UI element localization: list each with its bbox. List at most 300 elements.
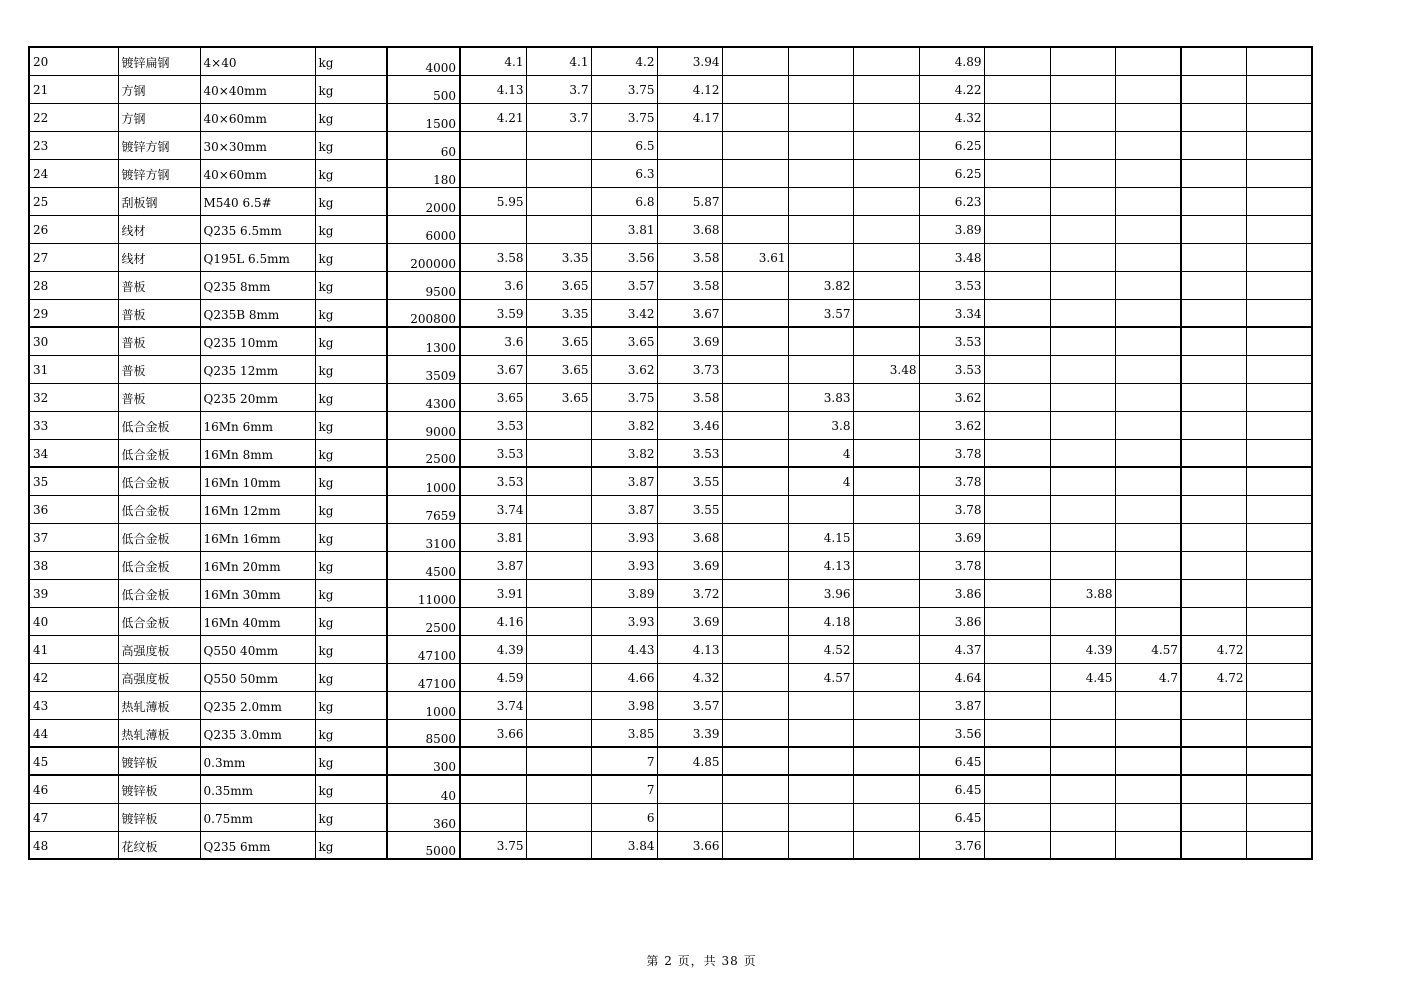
price-cell xyxy=(853,299,919,327)
specification-cell: Q235 6.5mm xyxy=(200,215,315,243)
table-row xyxy=(29,635,1312,663)
price-cell xyxy=(1050,187,1115,215)
specification-cell: 4×40 xyxy=(200,47,315,75)
price-cell: 4.57 xyxy=(788,663,853,691)
price-cell xyxy=(853,187,919,215)
price-cell xyxy=(722,691,788,719)
price-cell xyxy=(853,159,919,187)
price-cell: 4.89 xyxy=(919,47,984,75)
price-cell xyxy=(788,159,853,187)
price-cell xyxy=(853,551,919,579)
price-cell: 3.6 xyxy=(460,271,526,299)
row-number-cell: 40 xyxy=(29,607,118,635)
price-cell xyxy=(853,523,919,551)
table-row xyxy=(29,803,1312,831)
row-number-cell: 25 xyxy=(29,187,118,215)
price-cell xyxy=(722,635,788,663)
price-cell xyxy=(1115,523,1181,551)
price-cell: 4.64 xyxy=(919,663,984,691)
quantity-cell: 200800 xyxy=(387,299,460,327)
price-cell xyxy=(722,803,788,831)
price-cell: 3.53 xyxy=(919,271,984,299)
row-number-cell: 27 xyxy=(29,243,118,271)
specification-cell: Q550 50mm xyxy=(200,663,315,691)
quantity-cell: 9500 xyxy=(387,271,460,299)
price-cell: 3.57 xyxy=(788,299,853,327)
price-cell xyxy=(1115,607,1181,635)
row-number-cell: 41 xyxy=(29,635,118,663)
price-cell: 3.76 xyxy=(919,831,984,859)
quantity-cell: 1000 xyxy=(387,467,460,495)
price-cell xyxy=(722,439,788,467)
price-cell: 3.67 xyxy=(657,299,722,327)
quantity-cell: 2000 xyxy=(387,187,460,215)
price-cell: 3.96 xyxy=(788,579,853,607)
material-name-cell: 普板 xyxy=(118,299,200,327)
price-cell: 3.93 xyxy=(591,523,657,551)
price-cell: 7 xyxy=(591,747,657,775)
table-row xyxy=(29,663,1312,691)
specification-cell: 0.75mm xyxy=(200,803,315,831)
row-number-cell: 32 xyxy=(29,383,118,411)
price-cell xyxy=(984,131,1050,159)
price-cell xyxy=(1115,47,1181,75)
price-cell: 4.1 xyxy=(460,47,526,75)
price-cell: 3.35 xyxy=(526,299,591,327)
price-cell: 3.78 xyxy=(919,439,984,467)
price-cell xyxy=(1246,467,1312,495)
material-name-cell: 低合金板 xyxy=(118,495,200,523)
price-cell: 3.94 xyxy=(657,47,722,75)
price-cell xyxy=(853,327,919,355)
price-cell xyxy=(526,635,591,663)
quantity-cell: 7659 xyxy=(387,495,460,523)
price-cell xyxy=(1246,551,1312,579)
price-cell: 3.61 xyxy=(722,243,788,271)
price-cell xyxy=(722,47,788,75)
price-cell: 6.45 xyxy=(919,803,984,831)
price-cell xyxy=(1246,775,1312,803)
price-cell xyxy=(1181,383,1246,411)
price-cell xyxy=(1050,75,1115,103)
price-cell: 4.43 xyxy=(591,635,657,663)
material-name-cell: 高强度板 xyxy=(118,635,200,663)
price-cell xyxy=(853,131,919,159)
price-cell xyxy=(1246,103,1312,131)
unit-cell: kg xyxy=(315,691,387,719)
specification-cell: 16Mn 40mm xyxy=(200,607,315,635)
material-name-cell: 低合金板 xyxy=(118,579,200,607)
unit-cell: kg xyxy=(315,47,387,75)
price-cell xyxy=(788,75,853,103)
price-cell xyxy=(788,495,853,523)
price-cell: 4 xyxy=(788,439,853,467)
price-cell xyxy=(722,719,788,747)
table-row xyxy=(29,131,1312,159)
price-cell xyxy=(984,299,1050,327)
price-cell xyxy=(853,607,919,635)
price-cell xyxy=(853,243,919,271)
price-cell xyxy=(1181,607,1246,635)
price-cell xyxy=(460,747,526,775)
price-cell xyxy=(1246,831,1312,859)
specification-cell: 0.3mm xyxy=(200,747,315,775)
price-cell: 3.67 xyxy=(460,355,526,383)
price-cell: 3.93 xyxy=(591,607,657,635)
table-body xyxy=(29,47,1312,859)
price-cell: 3.78 xyxy=(919,551,984,579)
price-cell: 3.84 xyxy=(591,831,657,859)
price-cell xyxy=(526,803,591,831)
material-name-cell: 低合金板 xyxy=(118,439,200,467)
row-number-cell: 21 xyxy=(29,75,118,103)
price-cell xyxy=(722,523,788,551)
price-cell xyxy=(984,215,1050,243)
unit-cell: kg xyxy=(315,299,387,327)
price-cell xyxy=(1246,131,1312,159)
unit-cell: kg xyxy=(315,635,387,663)
unit-cell: kg xyxy=(315,327,387,355)
price-cell xyxy=(853,719,919,747)
price-cell xyxy=(1050,467,1115,495)
price-cell: 4.18 xyxy=(788,607,853,635)
price-cell: 3.83 xyxy=(788,383,853,411)
price-cell xyxy=(788,327,853,355)
price-cell xyxy=(853,47,919,75)
price-cell xyxy=(1181,719,1246,747)
price-cell xyxy=(460,159,526,187)
price-cell xyxy=(1181,579,1246,607)
price-cell xyxy=(1115,691,1181,719)
price-cell: 4.39 xyxy=(1050,635,1115,663)
table-row xyxy=(29,607,1312,635)
price-cell: 3.65 xyxy=(526,327,591,355)
price-cell xyxy=(1246,719,1312,747)
price-cell xyxy=(853,271,919,299)
price-cell xyxy=(1181,103,1246,131)
price-cell: 3.65 xyxy=(526,383,591,411)
price-cell: 3.65 xyxy=(460,383,526,411)
row-number-cell: 46 xyxy=(29,775,118,803)
price-cell: 6.25 xyxy=(919,159,984,187)
material-name-cell: 镀锌板 xyxy=(118,803,200,831)
price-cell xyxy=(1050,299,1115,327)
price-cell xyxy=(984,103,1050,131)
price-cell: 3.57 xyxy=(591,271,657,299)
row-number-cell: 30 xyxy=(29,327,118,355)
price-cell xyxy=(722,495,788,523)
price-cell: 4.16 xyxy=(460,607,526,635)
price-cell xyxy=(984,159,1050,187)
price-cell xyxy=(1181,243,1246,271)
price-cell xyxy=(722,103,788,131)
price-cell xyxy=(460,131,526,159)
table-row xyxy=(29,299,1312,327)
material-name-cell: 镀锌板 xyxy=(118,775,200,803)
price-cell xyxy=(657,803,722,831)
quantity-cell: 47100 xyxy=(387,663,460,691)
table-row xyxy=(29,719,1312,747)
quantity-cell: 1000 xyxy=(387,691,460,719)
price-cell xyxy=(984,47,1050,75)
price-cell xyxy=(984,691,1050,719)
price-cell xyxy=(526,495,591,523)
price-cell: 3.66 xyxy=(657,831,722,859)
price-cell xyxy=(853,747,919,775)
price-cell xyxy=(853,663,919,691)
price-cell xyxy=(984,243,1050,271)
price-cell xyxy=(526,775,591,803)
price-cell: 3.53 xyxy=(460,439,526,467)
price-cell xyxy=(1050,803,1115,831)
price-cell xyxy=(526,131,591,159)
price-cell xyxy=(657,159,722,187)
quantity-cell: 3509 xyxy=(387,355,460,383)
price-cell xyxy=(1246,691,1312,719)
price-cell xyxy=(853,831,919,859)
price-cell xyxy=(984,467,1050,495)
price-cell xyxy=(1115,131,1181,159)
price-cell xyxy=(1115,327,1181,355)
price-cell: 3.86 xyxy=(919,607,984,635)
price-cell xyxy=(788,187,853,215)
price-cell xyxy=(722,271,788,299)
price-cell xyxy=(1181,831,1246,859)
price-cell: 3.69 xyxy=(919,523,984,551)
price-cell: 3.87 xyxy=(591,467,657,495)
price-cell xyxy=(984,635,1050,663)
price-cell: 6 xyxy=(591,803,657,831)
price-cell xyxy=(1050,243,1115,271)
price-cell xyxy=(984,383,1050,411)
price-cell: 4.57 xyxy=(1115,635,1181,663)
price-cell: 3.65 xyxy=(526,271,591,299)
price-cell xyxy=(853,439,919,467)
price-cell xyxy=(1246,243,1312,271)
price-cell xyxy=(1246,327,1312,355)
quantity-cell: 40 xyxy=(387,775,460,803)
specification-cell: Q235 20mm xyxy=(200,383,315,411)
price-cell xyxy=(984,411,1050,439)
material-name-cell: 镀锌方钢 xyxy=(118,159,200,187)
specification-cell: 16Mn 8mm xyxy=(200,439,315,467)
price-cell xyxy=(1050,775,1115,803)
price-cell xyxy=(1246,579,1312,607)
price-cell xyxy=(722,607,788,635)
specification-cell: Q235 3.0mm xyxy=(200,719,315,747)
price-cell: 4.1 xyxy=(526,47,591,75)
price-cell: 6.25 xyxy=(919,131,984,159)
price-cell xyxy=(722,75,788,103)
price-cell xyxy=(788,355,853,383)
material-name-cell: 普板 xyxy=(118,383,200,411)
table-row xyxy=(29,327,1312,355)
table-row xyxy=(29,159,1312,187)
price-cell: 3.59 xyxy=(460,299,526,327)
price-cell: 3.62 xyxy=(591,355,657,383)
row-number-cell: 48 xyxy=(29,831,118,859)
price-cell xyxy=(984,495,1050,523)
specification-cell: Q195L 6.5mm xyxy=(200,243,315,271)
price-cell xyxy=(1115,747,1181,775)
quantity-cell: 500 xyxy=(387,75,460,103)
price-cell xyxy=(657,775,722,803)
material-name-cell: 镀锌方钢 xyxy=(118,131,200,159)
price-cell: 3.93 xyxy=(591,551,657,579)
price-cell: 3.68 xyxy=(657,215,722,243)
price-cell: 4.17 xyxy=(657,103,722,131)
price-cell: 4.15 xyxy=(788,523,853,551)
price-cell: 3.65 xyxy=(591,327,657,355)
price-cell xyxy=(1181,187,1246,215)
price-cell xyxy=(1181,355,1246,383)
unit-cell: kg xyxy=(315,187,387,215)
price-cell xyxy=(1050,747,1115,775)
price-cell: 3.88 xyxy=(1050,579,1115,607)
price-cell: 6.8 xyxy=(591,187,657,215)
price-cell xyxy=(853,103,919,131)
price-cell: 4.12 xyxy=(657,75,722,103)
price-cell xyxy=(460,803,526,831)
row-number-cell: 47 xyxy=(29,803,118,831)
unit-cell: kg xyxy=(315,579,387,607)
price-cell xyxy=(1115,75,1181,103)
price-cell xyxy=(984,355,1050,383)
price-cell xyxy=(1115,243,1181,271)
price-cell xyxy=(1246,747,1312,775)
price-cell: 3.69 xyxy=(657,551,722,579)
specification-cell: Q550 40mm xyxy=(200,635,315,663)
price-cell xyxy=(1181,747,1246,775)
price-cell: 3.89 xyxy=(919,215,984,243)
price-cell: 4.13 xyxy=(657,635,722,663)
specification-cell: M540 6.5# xyxy=(200,187,315,215)
specification-cell: 40×60mm xyxy=(200,159,315,187)
quantity-cell: 6000 xyxy=(387,215,460,243)
price-cell xyxy=(788,243,853,271)
price-cell: 4.37 xyxy=(919,635,984,663)
specification-cell: 16Mn 6mm xyxy=(200,411,315,439)
unit-cell: kg xyxy=(315,131,387,159)
quantity-cell: 1300 xyxy=(387,327,460,355)
material-name-cell: 普板 xyxy=(118,327,200,355)
quantity-cell: 300 xyxy=(387,747,460,775)
price-cell xyxy=(1181,47,1246,75)
price-cell xyxy=(1246,383,1312,411)
table-row xyxy=(29,75,1312,103)
price-cell: 3.34 xyxy=(919,299,984,327)
row-number-cell: 44 xyxy=(29,719,118,747)
price-cell xyxy=(722,551,788,579)
price-cell xyxy=(1246,523,1312,551)
unit-cell: kg xyxy=(315,663,387,691)
table-row xyxy=(29,579,1312,607)
quantity-cell: 47100 xyxy=(387,635,460,663)
price-cell: 3.87 xyxy=(591,495,657,523)
price-cell xyxy=(526,523,591,551)
unit-cell: kg xyxy=(315,411,387,439)
price-cell xyxy=(853,691,919,719)
price-cell: 3.53 xyxy=(657,439,722,467)
price-cell xyxy=(526,747,591,775)
row-number-cell: 36 xyxy=(29,495,118,523)
price-cell xyxy=(1050,103,1115,131)
price-cell xyxy=(526,411,591,439)
price-cell xyxy=(1115,775,1181,803)
price-cell xyxy=(1050,607,1115,635)
price-cell xyxy=(984,831,1050,859)
price-cell: 5.95 xyxy=(460,187,526,215)
specification-cell: 40×60mm xyxy=(200,103,315,131)
price-cell: 3.75 xyxy=(460,831,526,859)
material-name-cell: 低合金板 xyxy=(118,551,200,579)
table-row xyxy=(29,103,1312,131)
price-cell xyxy=(1246,299,1312,327)
price-cell xyxy=(526,691,591,719)
price-cell xyxy=(1050,327,1115,355)
price-cell: 3.35 xyxy=(526,243,591,271)
price-cell: 3.87 xyxy=(919,691,984,719)
price-cell xyxy=(722,215,788,243)
price-cell xyxy=(1181,775,1246,803)
unit-cell: kg xyxy=(315,103,387,131)
material-name-cell: 低合金板 xyxy=(118,411,200,439)
row-number-cell: 23 xyxy=(29,131,118,159)
table-row xyxy=(29,271,1312,299)
price-cell: 3.62 xyxy=(919,383,984,411)
price-cell xyxy=(526,663,591,691)
price-cell xyxy=(1246,803,1312,831)
price-cell xyxy=(1115,579,1181,607)
table-row xyxy=(29,243,1312,271)
unit-cell: kg xyxy=(315,159,387,187)
unit-cell: kg xyxy=(315,383,387,411)
price-cell xyxy=(788,131,853,159)
price-cell: 3.7 xyxy=(526,103,591,131)
table-row xyxy=(29,383,1312,411)
price-cell: 3.87 xyxy=(460,551,526,579)
price-cell xyxy=(1115,103,1181,131)
row-number-cell: 42 xyxy=(29,663,118,691)
price-cell: 3.53 xyxy=(460,411,526,439)
price-cell: 3.85 xyxy=(591,719,657,747)
material-name-cell: 热轧薄板 xyxy=(118,691,200,719)
price-cell: 3.73 xyxy=(657,355,722,383)
specification-cell: 16Mn 12mm xyxy=(200,495,315,523)
price-cell xyxy=(1115,803,1181,831)
price-cell xyxy=(1050,47,1115,75)
price-cell xyxy=(460,775,526,803)
specification-cell: Q235 2.0mm xyxy=(200,691,315,719)
price-cell xyxy=(1181,75,1246,103)
price-cell xyxy=(1050,215,1115,243)
price-cell xyxy=(526,467,591,495)
price-cell xyxy=(1050,131,1115,159)
price-cell: 4.45 xyxy=(1050,663,1115,691)
row-number-cell: 33 xyxy=(29,411,118,439)
specification-cell: 30×30mm xyxy=(200,131,315,159)
price-cell: 3.81 xyxy=(460,523,526,551)
price-cell xyxy=(984,719,1050,747)
material-name-cell: 线材 xyxy=(118,215,200,243)
unit-cell: kg xyxy=(315,495,387,523)
price-cell: 3.62 xyxy=(919,411,984,439)
price-cell xyxy=(853,635,919,663)
price-cell: 3.69 xyxy=(657,327,722,355)
price-cell xyxy=(1115,551,1181,579)
price-cell xyxy=(984,803,1050,831)
specification-cell: 40×40mm xyxy=(200,75,315,103)
